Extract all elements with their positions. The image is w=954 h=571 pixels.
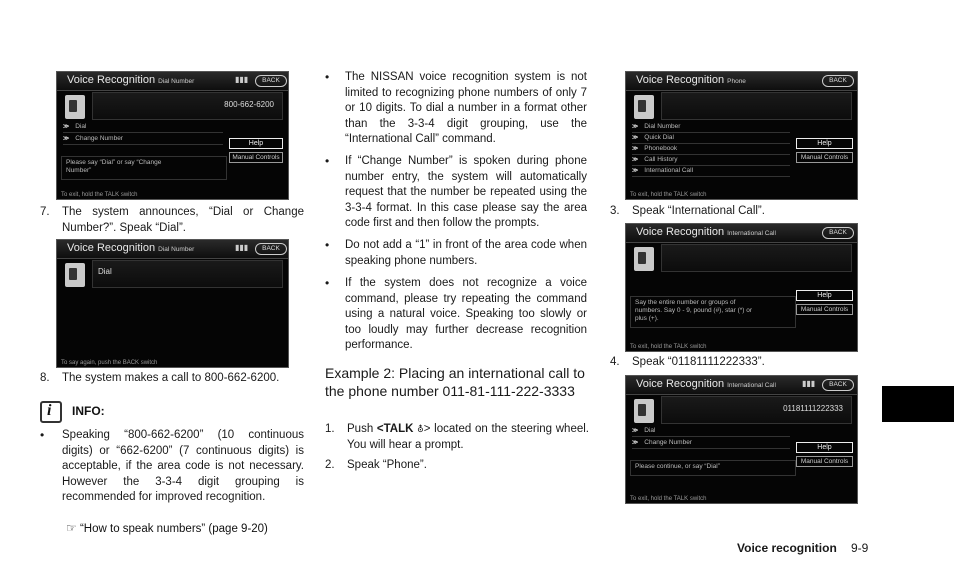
voice-icon: ≫ bbox=[632, 124, 639, 130]
number-bar bbox=[92, 92, 283, 120]
list-item[interactable]: ≫ Change Number bbox=[63, 134, 223, 145]
recognized-bar bbox=[92, 260, 283, 288]
recognized-bar bbox=[661, 92, 852, 120]
list-item[interactable]: ≫ Phonebook bbox=[632, 144, 790, 155]
voice-icon: ≫ bbox=[632, 157, 639, 163]
screen-title: Voice Recognition Dial Number bbox=[67, 242, 195, 254]
manual-controls-button[interactable]: Manual Controls bbox=[796, 152, 853, 163]
voice-icon: ≫ bbox=[632, 135, 639, 141]
list-item[interactable]: ≫ Dial bbox=[63, 122, 223, 133]
screen-dial bbox=[56, 239, 289, 368]
back-button[interactable]: BACK bbox=[822, 75, 854, 87]
example-heading: Example 2: Placing an international call to the phone number 011-81-111-222-3333 bbox=[325, 365, 585, 399]
page-reference: ☞ “How to speak numbers” (page 9-20) bbox=[66, 521, 268, 535]
help-button[interactable]: Help bbox=[796, 138, 853, 149]
screen-international-number bbox=[625, 375, 858, 504]
screen-title: Voice Recognition Dial Number bbox=[67, 74, 195, 86]
back-button[interactable]: BACK bbox=[822, 379, 854, 391]
signal-icon: ▮▮▮ bbox=[802, 379, 816, 388]
phone-icon bbox=[634, 247, 654, 271]
signal-icon: ▮▮▮ bbox=[235, 243, 249, 252]
signal-icon: ▮▮▮ bbox=[235, 75, 249, 84]
info-icon bbox=[40, 401, 62, 423]
talk-icon: ⛢ bbox=[417, 424, 424, 434]
recognized-text: Dial bbox=[98, 267, 112, 276]
list-item[interactable]: ≫ International Call bbox=[632, 166, 790, 177]
help-button[interactable]: Help bbox=[796, 290, 853, 301]
list-item[interactable]: ≫ Dial Number bbox=[632, 122, 790, 133]
dialed-number: 01181111222333 bbox=[783, 404, 843, 413]
screen-footer: To exit, hold the TALK switch bbox=[630, 496, 707, 502]
prompt-message: Please continue, or say “Dial” bbox=[630, 460, 796, 476]
dialed-number: 800-662-6200 bbox=[224, 100, 274, 109]
phone-icon bbox=[634, 399, 654, 423]
reference-icon: ☞ bbox=[66, 521, 77, 535]
screen-dial-number bbox=[56, 71, 289, 200]
back-button[interactable]: BACK bbox=[255, 243, 287, 255]
manual-controls-button[interactable]: Manual Controls bbox=[229, 152, 283, 163]
footer-section: Voice recognition bbox=[737, 541, 837, 555]
back-button[interactable]: BACK bbox=[822, 227, 854, 239]
prompt-message: Say the entire number or groups of numbers. Say 0 - 9, pound (#), star (*) or plus (+). bbox=[630, 296, 796, 328]
back-button[interactable]: BACK bbox=[255, 75, 287, 87]
help-button[interactable]: Help bbox=[796, 442, 853, 453]
voice-icon: ≫ bbox=[632, 440, 639, 446]
list-item[interactable]: ≫ Dial bbox=[632, 426, 790, 437]
list-item[interactable]: ≫ Change Number bbox=[632, 438, 790, 449]
screen-footer: To exit, hold the TALK switch bbox=[630, 192, 707, 198]
phone-icon bbox=[634, 95, 654, 119]
voice-icon: ≫ bbox=[63, 124, 70, 130]
info-label: INFO: bbox=[72, 404, 105, 418]
voice-icon: ≫ bbox=[63, 136, 70, 142]
screen-footer: To exit, hold the TALK switch bbox=[630, 344, 707, 350]
screen-phone bbox=[625, 71, 858, 200]
talk-switch-label: <TALK bbox=[376, 423, 414, 435]
phone-icon bbox=[65, 95, 85, 119]
screen-title: Voice Recognition Phone bbox=[636, 74, 746, 86]
screen-international-call bbox=[625, 223, 858, 352]
section-tab bbox=[882, 386, 954, 422]
manual-controls-button[interactable]: Manual Controls bbox=[796, 304, 853, 315]
manual-controls-button[interactable]: Manual Controls bbox=[796, 456, 853, 467]
phone-icon bbox=[65, 263, 85, 287]
number-bar bbox=[661, 244, 852, 272]
footer-page-number: 9-9 bbox=[851, 541, 869, 555]
number-bar bbox=[661, 396, 852, 424]
screen-title: Voice Recognition International Call bbox=[636, 226, 776, 238]
screen-title: Voice Recognition International Call bbox=[636, 378, 776, 390]
voice-icon: ≫ bbox=[632, 146, 639, 152]
prompt-message: Please say “Dial” or say “Change Number” bbox=[61, 156, 227, 180]
voice-icon: ≫ bbox=[632, 428, 639, 434]
screen-footer: To exit, hold the TALK switch bbox=[61, 192, 138, 198]
screen-footer: To say again, push the BACK switch bbox=[61, 360, 158, 366]
help-button[interactable]: Help bbox=[229, 138, 283, 149]
list-item[interactable]: ≫ Quick Dial bbox=[632, 133, 790, 144]
list-item[interactable]: ≫ Call History bbox=[632, 155, 790, 166]
voice-icon: ≫ bbox=[632, 168, 639, 174]
